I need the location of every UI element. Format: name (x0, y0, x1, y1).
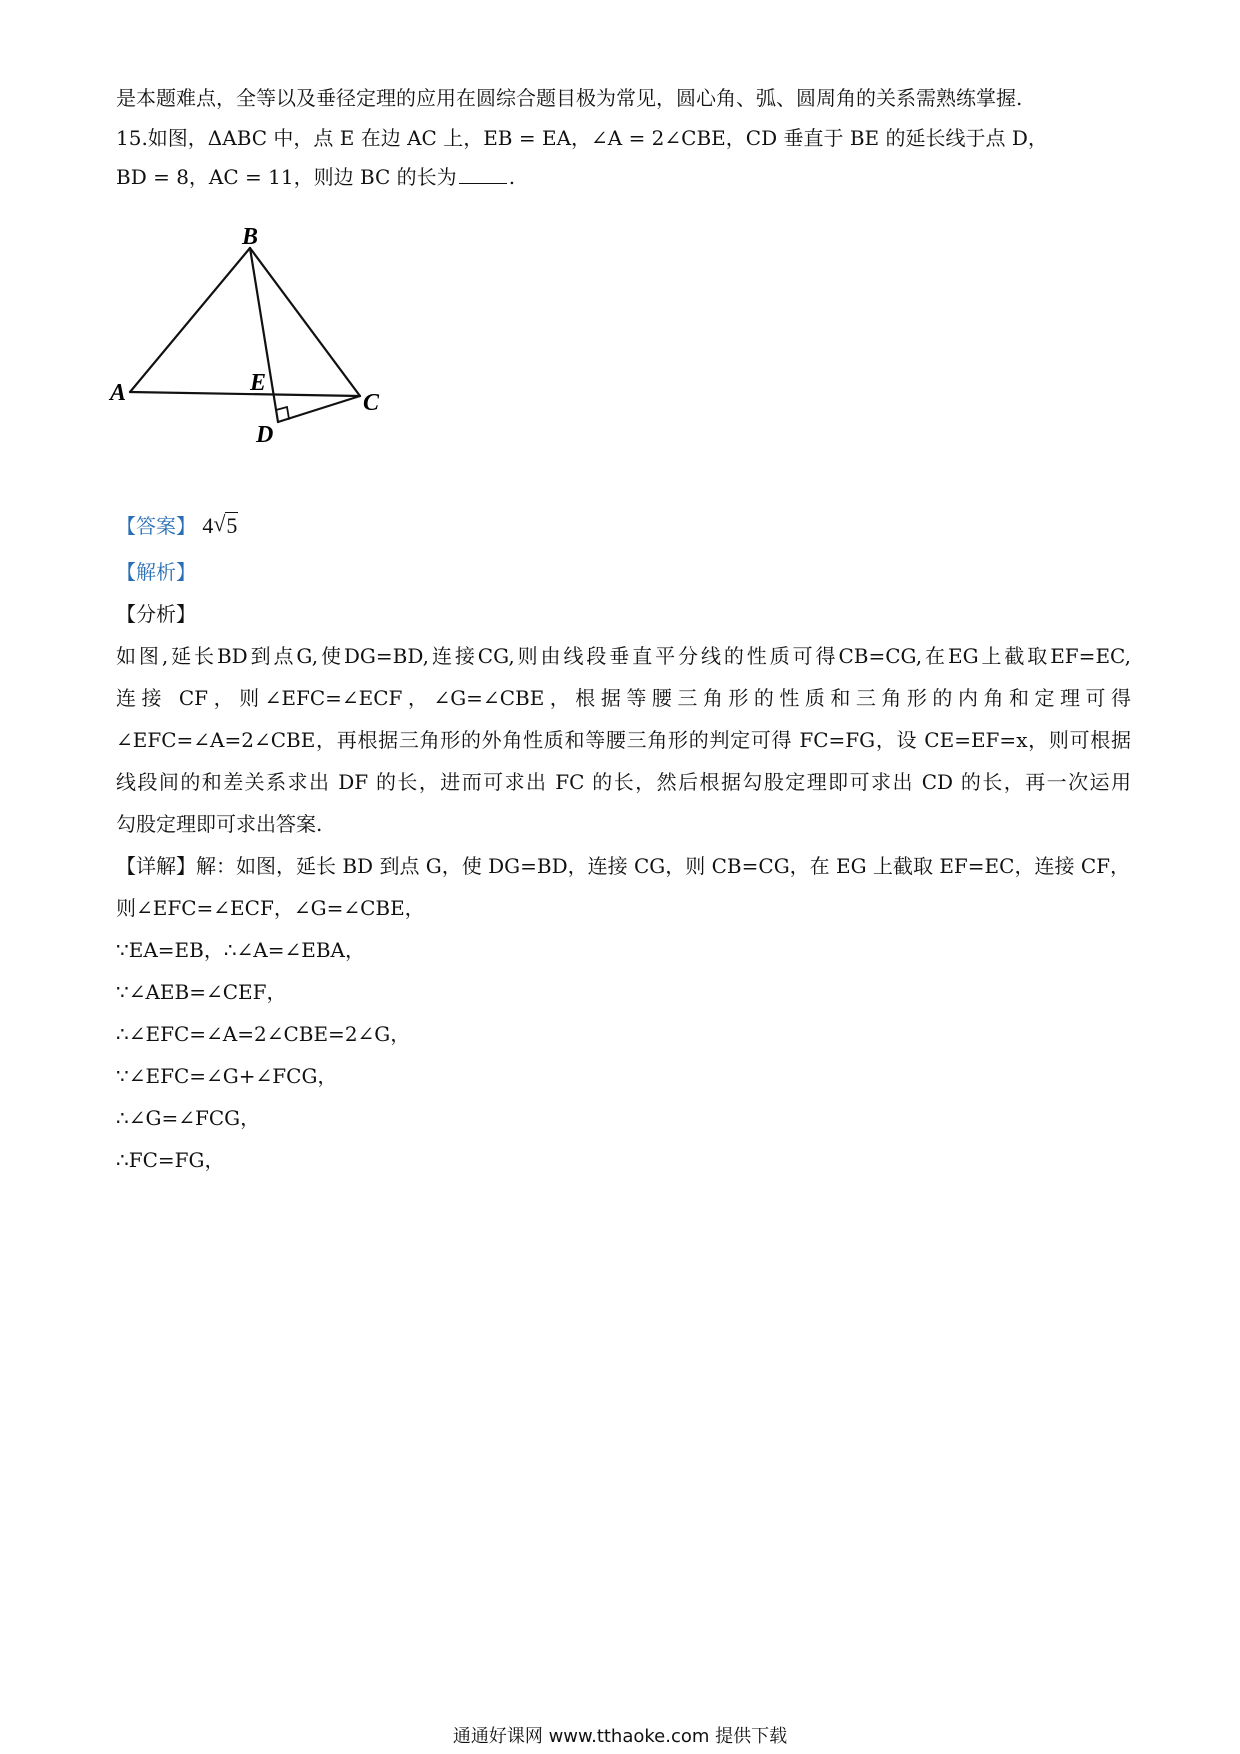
segment-dc (278, 396, 360, 422)
problem-line-2-text: BD = 8，AC = 11，则边 BC 的长为 (116, 165, 457, 189)
detail-line-7: ∴FC=FG， (116, 1148, 225, 1172)
fenxi-line-1: 如图,延长BD到点G,使DG=BD,连接CG,则由线段垂直平分线的性质可得CB=CG,在EG上截取EF=EC, (116, 644, 1131, 668)
segment-ac (130, 392, 360, 396)
segment-bc (250, 248, 360, 396)
detail-first-text: 解：如图，延长 BD 到点 G，使 DG=BD，连接 CG，则 CB=CG，在 EG 上截取 EF=EC，连接 CF， (196, 854, 1130, 878)
detail-line-3: ∵∠AEB=∠CEF， (116, 980, 287, 1004)
label-a: A (110, 380, 127, 406)
triangle-figure (110, 224, 410, 488)
problem-line-2 (116, 163, 515, 191)
detail-line-2: ∵EA=EB，∴∠A=∠EBA， (116, 938, 366, 962)
problem-line-1: 15.如图，ΔABC 中，点 E 在边 AC 上，EB = EA，∠A = 2∠CBE，CD 垂直于 BE 的延长线于点 D， (116, 126, 1048, 150)
label-b: B (242, 224, 259, 250)
answer-label: 【答案】 (116, 514, 196, 538)
problem-line-2-end: . (508, 165, 516, 189)
jiexi-label: 【解析】 (116, 560, 196, 584)
answer-value (202, 513, 238, 538)
label-c: C (363, 390, 380, 416)
label-d: D (256, 422, 274, 448)
answer-coef: 4 (202, 513, 214, 538)
detail-first-line (116, 852, 1130, 880)
segment-ab (130, 248, 250, 392)
detail-line-5: ∵∠EFC=∠G+∠FCG， (116, 1064, 338, 1088)
label-e: E (250, 370, 267, 396)
fenxi-label: 【分析】 (116, 602, 196, 626)
answer-radicand: 5 (226, 513, 238, 538)
answer-blank (459, 163, 507, 184)
detail-line-1: 则∠EFC=∠ECF，∠G=∠CBE， (116, 896, 425, 920)
fenxi-line-2: 连接 CF，则∠EFC=∠ECF，∠G=∠CBE，根据等腰三角形的性质和三角形的内角和定理可得 (116, 686, 1131, 710)
fenxi-line-4: 线段间的和差关系求出 DF 的长，进而可求出 FC 的长，然后根据勾股定理即可求出 CD 的长，再一次运用 (116, 770, 1131, 794)
intro-text: 是本题难点，全等以及垂径定理的应用在圆综合题目极为常见，圆心角、弧、圆周角的关系需熟练掌握. (116, 86, 1023, 110)
detail-line-6: ∴∠G=∠FCG， (116, 1106, 261, 1130)
sqrt-sign: √ 5 (213, 511, 238, 538)
detail-label: 【详解】 (116, 854, 196, 878)
page-footer: 通通好课网 www.tthaoke.com 提供下载 (452, 1726, 788, 1747)
fenxi-line-3: ∠EFC=∠A=2∠CBE，再根据三角形的外角性质和等腰三角形的判定可得 FC=FG，设 CE=EF=x，则可根据 (116, 728, 1131, 752)
answer-line (116, 512, 238, 540)
detail-line-4: ∴∠EFC=∠A=2∠CBE=2∠G， (116, 1022, 411, 1046)
fenxi-line-5: 勾股定理即可求出答案. (116, 812, 323, 836)
